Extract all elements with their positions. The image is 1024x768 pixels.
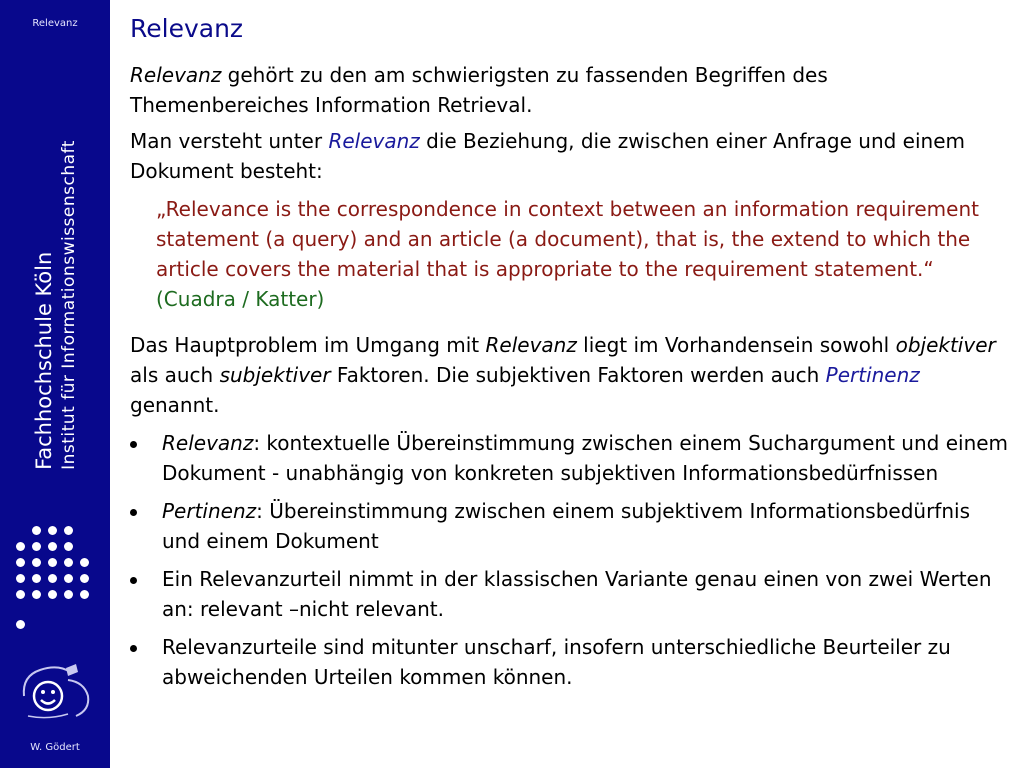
emphasis-relevanz: Relevanz (485, 333, 577, 357)
intro-text: gehört zu den am schwierigsten zu fassenden Begriffen des Themenbereiches Information Retrieval. (130, 63, 828, 117)
pattern-dot (48, 558, 57, 567)
intro-paragraph (130, 60, 1010, 120)
list-item (130, 632, 1010, 692)
bullet-term: Pertinenz (162, 499, 257, 523)
problem-text: Das Hauptproblem im Umgang mit (130, 333, 486, 357)
pattern-dot (80, 574, 89, 583)
definition-text-post: die Beziehung, die zwischen einer Anfrage und einem Dokument besteht: (130, 129, 965, 183)
bullet-icon (130, 645, 137, 652)
emphasis-objektiver: objektiver (895, 333, 996, 357)
emphasis-relevanz: Relevanz (130, 63, 222, 87)
pattern-dot (64, 574, 73, 583)
emphasis-subjektiver: subjektiver (219, 363, 331, 387)
pattern-dot (32, 558, 41, 567)
quote-block (156, 194, 1010, 314)
pattern-dot (32, 590, 41, 599)
slide-content (130, 12, 1010, 700)
problem-text: Faktoren. Die subjektiven Faktoren werden auch (330, 363, 826, 387)
definition-paragraph (130, 126, 1010, 186)
slide-title: Relevanz (130, 14, 244, 43)
pattern-dot (64, 558, 73, 567)
bullet-list (130, 428, 1010, 692)
bullet-text: : kontextuelle Übereinstimmung zwischen einem Suchargument und einem Dokument - unabhängig von konkreten subjektiven Informationsbedürfnissen (162, 431, 1009, 485)
pattern-dot (80, 590, 89, 599)
problem-text: genannt. (130, 393, 220, 417)
pattern-dot (16, 574, 25, 583)
pattern-dot (32, 542, 41, 551)
institute-name: Institut für Informationswissenschaft (59, 140, 79, 470)
pattern-dot (48, 542, 57, 551)
sidebar-top-label: Relevanz (32, 18, 78, 29)
pattern-dot (32, 526, 41, 535)
bullet-text: : Übereinstimmung zwischen einem subjektivem Informationsbedürfnis und einem Dokument (162, 499, 970, 553)
institution-name: Fachhochschule Köln (32, 251, 56, 470)
pattern-dot (16, 620, 25, 629)
pattern-dot (16, 542, 25, 551)
bullet-text: Ein Relevanzurteil nimmt in der klassischen Variante genau einen von zwei Werten an: relevant –nicht relevant. (162, 567, 992, 621)
sidebar (0, 0, 110, 768)
bullet-icon (130, 441, 137, 448)
emphasis-relevanz: Relevanz (328, 129, 420, 153)
pattern-dot (32, 574, 41, 583)
list-item (130, 428, 1010, 488)
pattern-dot (64, 542, 73, 551)
bullet-icon (130, 509, 137, 516)
author-label: W. Gödert (30, 742, 80, 753)
dot-pattern (3, 512, 107, 640)
list-item (130, 564, 1010, 624)
bullet-text: Relevanzurteile sind mitunter unscharf, insofern unterschiedliche Beurteiler zu abweichenden Urteilen kommen können. (162, 635, 951, 689)
pattern-dot (48, 526, 57, 535)
bullet-icon (130, 577, 137, 584)
quote-text: „Relevance is the correspondence in context between an information requirement statement (a query) and an article (a document), that is, the extend to which the article covers the material that is appropriate to the requirement statement.“ (156, 197, 979, 281)
smiley-reader-icon (18, 662, 94, 722)
problem-text: als auch (130, 363, 220, 387)
pattern-dot (64, 590, 73, 599)
pattern-dot (16, 590, 25, 599)
list-item (130, 496, 1010, 556)
emphasis-pertinenz: Pertinenz (825, 363, 920, 387)
pattern-dot (48, 590, 57, 599)
definition-text-pre: Man versteht unter (130, 129, 329, 153)
bullet-term: Relevanz (162, 431, 254, 455)
pattern-dot (16, 558, 25, 567)
problem-paragraph (130, 330, 1010, 420)
problem-text: liegt im Vorhandensein sowohl (576, 333, 896, 357)
quote-source: (Cuadra / Katter) (156, 287, 325, 311)
pattern-dot (48, 574, 57, 583)
pattern-dot (64, 526, 73, 535)
pattern-dot (80, 558, 89, 567)
